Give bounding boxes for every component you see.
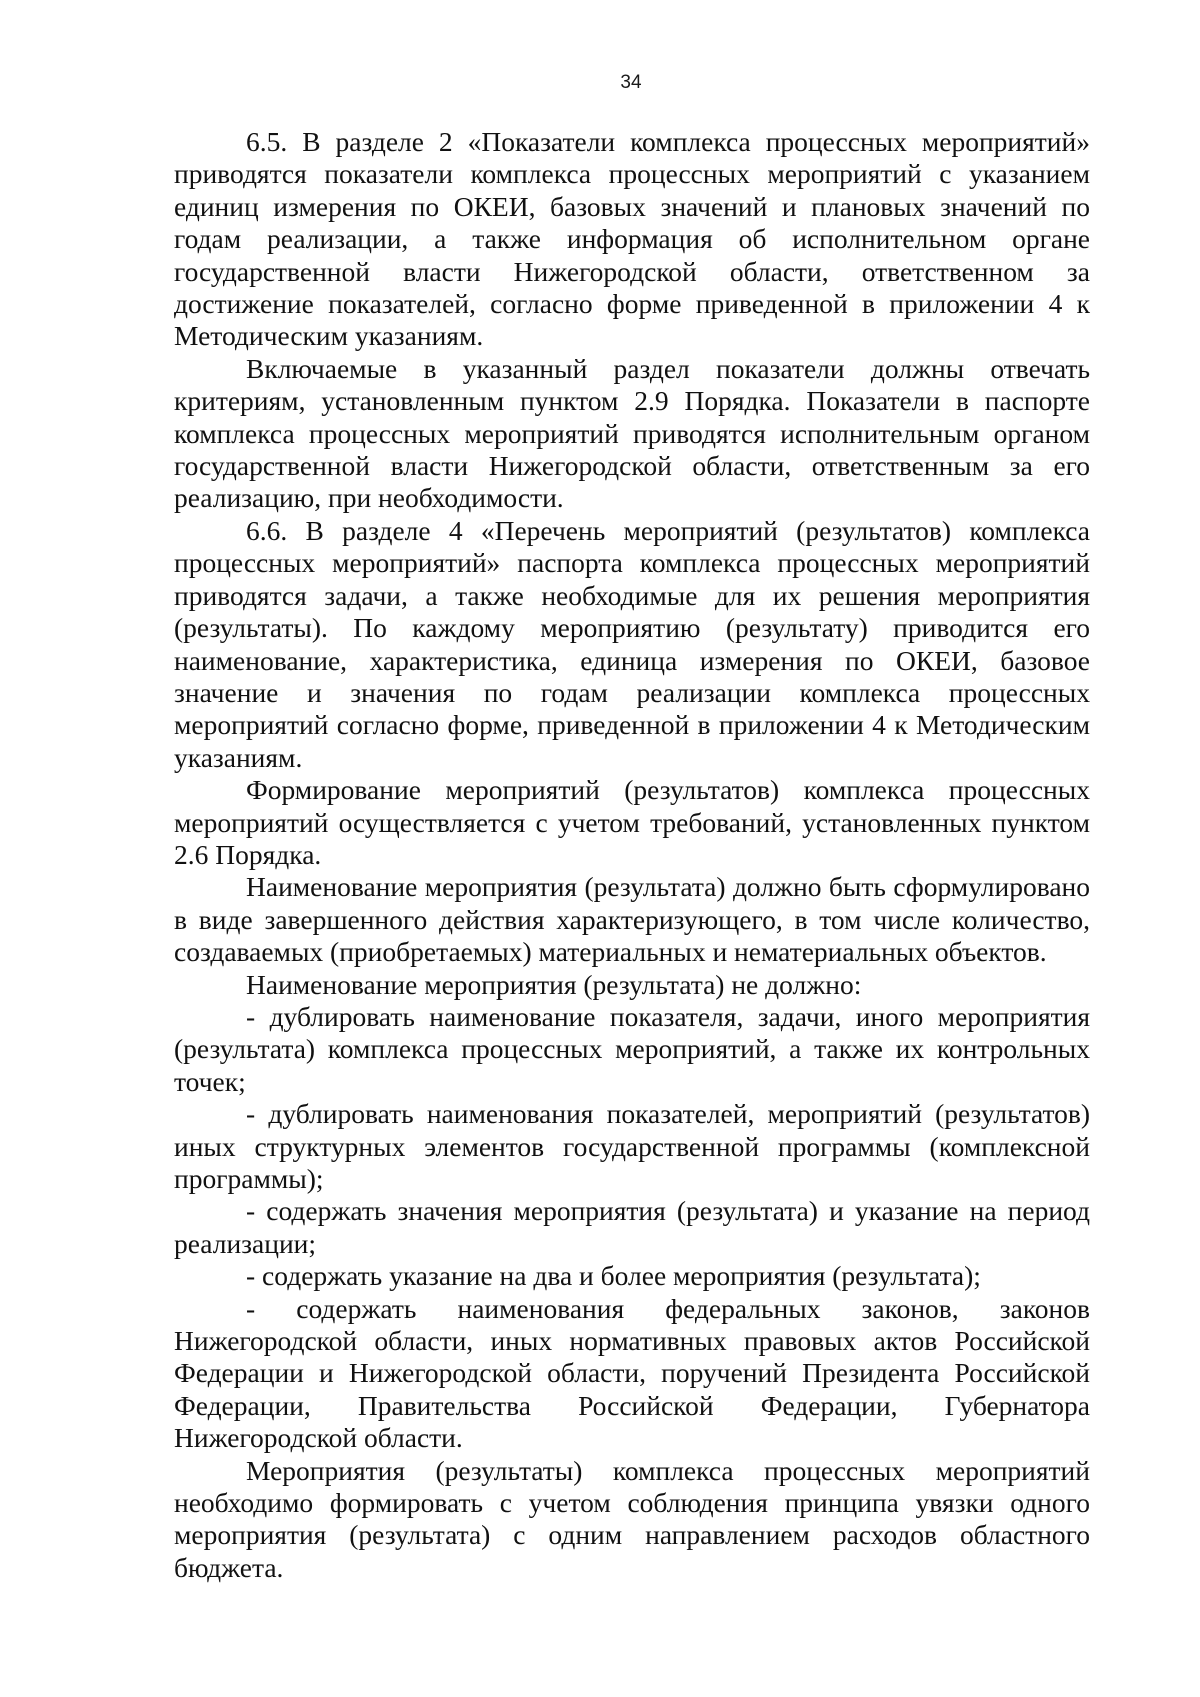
list-item-legal-acts: - содержать наименования федеральных законов, законов Нижегородской области, иных нормативных правовых актов Российской Федерации и Нижегородской области, поручений Президента Российской Федерации, Правительства Российской Федерации, Губернатора Нижегородской области. xyxy=(174,1292,1090,1454)
paragraph-6-5: 6.5. В разделе 2 «Показатели комплекса процессных мероприятий» приводятся показатели комплекса процессных мероприятий с указанием единиц измерения по ОКЕИ, базовых значений и плановых значений по годам реализации, а также информация об исполнительном органе государственной власти Нижегородской области, ответственном за достижение показателей, согласно форме приведенной в приложении 4 к Методическим указаниям. xyxy=(174,126,1090,352)
list-item-two-or-more: - содержать указание на два и более мероприятия (результата); xyxy=(246,1260,981,1292)
paragraph-6-6: 6.6. В разделе 4 «Перечень мероприятий (результатов) комплекса процессных мероприятий» паспорта комплекса процессных мероприятий приводятся задачи, а также необходимые для их решения мероприятия (результаты). По каждому мероприятию (результату) приводится его наименование, характеристика, единица измерения по ОКЕИ, базовое значение и значения по годам реализации комплекса процессных мероприятий согласно форме, приведенной в приложении 4 к Методическим указаниям. xyxy=(174,514,1090,773)
paragraph-naming: Наименование мероприятия (результата) должно быть сформулировано в виде завершенного действия характеризующего, в том числе количество, создаваемых (приобретаемых) материальных и нематериальных объектов. xyxy=(174,871,1090,968)
paragraph-formation: Формирование мероприятий (результатов) комплекса процессных мероприятий осуществляется с учетом требований, установленных пунктом 2.6 Порядка. xyxy=(174,774,1090,870)
page-number: 34 xyxy=(620,72,642,93)
document-body xyxy=(174,126,1090,1584)
list-item-values-period: - содержать значения мероприятия (результата) и указание на период реализации; xyxy=(174,1195,1090,1259)
paragraph-budget-linkage: Мероприятия (результаты) комплекса процессных мероприятий необходимо формировать с учетом соблюдения принципа увязки одного мероприятия (результата) с одним направлением расходов областного бюджета. xyxy=(174,1454,1090,1583)
paragraph-naming-restrictions: Наименование мероприятия (результата) не должно: xyxy=(246,968,862,1000)
list-item-duplicate-names: - дублировать наименования показателей, мероприятий (результатов) иных структурных элементов государственной программы (комплексной программы); xyxy=(174,1098,1090,1194)
list-item-duplicate-indicator: - дублировать наименование показателя, задачи, иного мероприятия (результата) комплекса процессных мероприятий, а также их контрольных точек; xyxy=(174,1000,1090,1097)
paragraph-indicators-criteria: Включаемые в указанный раздел показатели должны отвечать критериям, установленным пунктом 2.9 Порядка. Показатели в паспорте комплекса процессных мероприятий приводятся исполнительным органом государственной власти Нижегородской области, ответственным за его реализацию, при необходимости. xyxy=(174,352,1090,514)
